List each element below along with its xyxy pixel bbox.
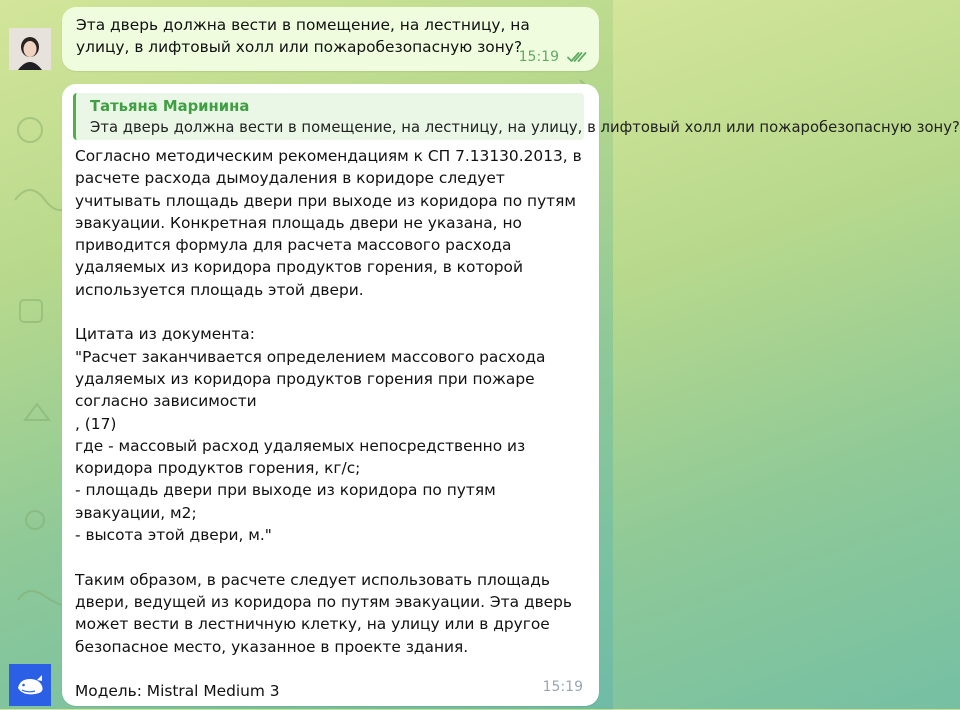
quote-line: где - массовый расход удаляемых непосредственно из коридора продуктов горения, кг/с; bbox=[75, 436, 526, 478]
quote-line: "Расчет заканчивается определением массового расхода удаляемых из коридора продуктов горения при пожаре согласно зависимости bbox=[75, 347, 546, 411]
bot-avatar[interactable] bbox=[9, 664, 51, 706]
double-check-icon bbox=[567, 51, 587, 63]
quote-intro: Цитата из документа: bbox=[75, 325, 255, 344]
incoming-message-text bbox=[75, 145, 590, 702]
reply-author: Татьяна Маринина bbox=[90, 98, 250, 115]
incoming-message[interactable] bbox=[62, 84, 960, 706]
model-signature: Модель: Mistral Medium 3 bbox=[75, 682, 280, 701]
user-avatar[interactable] bbox=[9, 28, 51, 70]
outgoing-message-text: Эта дверь должна вести в помещение, на лестницу, на улицу, в лифтовый холл или пожаробезопасную зону? bbox=[76, 16, 530, 56]
whale-logo-icon bbox=[9, 664, 51, 706]
user-portrait-icon bbox=[9, 28, 51, 70]
quote-line: - площадь двери при выходе из коридора по путям эвакуации, м2; bbox=[75, 481, 496, 522]
reply-quote[interactable] bbox=[73, 93, 960, 140]
outgoing-message-time: 15:19 bbox=[518, 49, 559, 65]
quote-line: , (17) bbox=[75, 414, 117, 433]
message-paragraph: Согласно методическим рекомендациям к СП 7.13130.2013, в расчете расхода дымоудаления в коридоре следует учитывать площадь двери при выходе из коридора по путям эвакуации. Конкретная площадь двери не указана, но приводится формула для расчета массового расхода удаляемых из коридора продуктов горения, в которой используется площадь этой двери. bbox=[75, 147, 582, 299]
incoming-message-time: 15:19 bbox=[542, 679, 583, 695]
outgoing-message[interactable] bbox=[62, 7, 599, 71]
reply-preview-text: Эта дверь должна вести в помещение, на лестницу, на улицу, в лифтовый холл или пожаробезопасную зону? bbox=[90, 119, 960, 136]
message-paragraph: Таким образом, в расчете следует использовать площадь двери, ведущей из коридора по путям эвакуации. Эта дверь может вести в лестничную клетку, на улицу или в другое безопасное место, указанное в проекте здания. bbox=[75, 570, 572, 656]
outgoing-message-meta bbox=[519, 49, 587, 65]
quote-line: - высота этой двери, м." bbox=[75, 526, 272, 545]
